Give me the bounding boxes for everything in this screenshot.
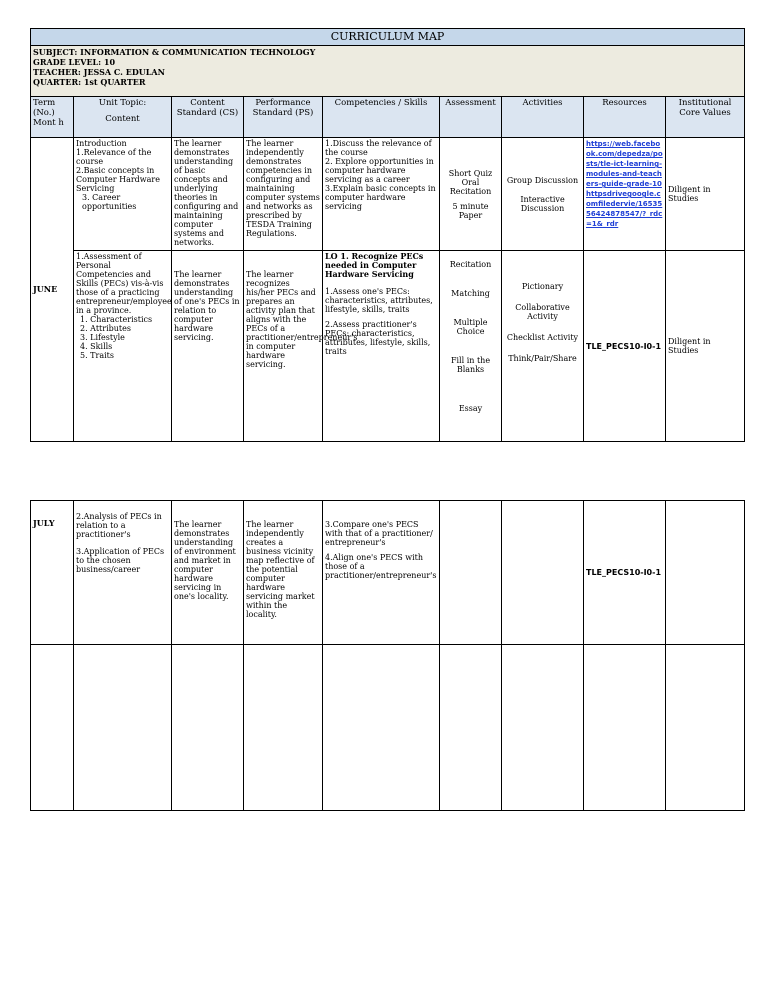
content-intro: 1.Assessment of Personal Competencies and Skills (PECs) vis-à-vis those of a practicing entrepreneur/employee in a province. <box>76 252 172 315</box>
assessment-item: Short Quiz <box>448 168 493 178</box>
activity-item: Group Discussion <box>506 175 579 185</box>
resource-link[interactable]: https://web.facebook.com/depedza/posts/tle-ict-learning-modules-and-teachers-guide-grade-10httpsdrivegoogle.comfiledervie/1653556424878547/?_rdc=1&_rdr <box>586 140 663 228</box>
july-ps <box>244 501 323 645</box>
july-ps-text: The learner independently creates a business vicinity map reflective of the potential computer hardware servicing market within the locality. <box>246 520 315 619</box>
month-july: JULY <box>31 501 74 645</box>
competency-line: 2.Assess practitioner's PECs: characteristics, attributes, lifestyle, skills, traits <box>325 320 431 356</box>
header-activities: Activities <box>502 97 584 138</box>
quarter-line: QUARTER: 1st QUARTER <box>33 77 146 87</box>
june-row1-activities <box>502 138 584 251</box>
table-row <box>31 501 745 645</box>
activity-item: Interactive Discussion <box>520 194 565 213</box>
content-line: 1.Relevance of the course <box>76 148 152 166</box>
month-june: JUNE <box>31 138 74 442</box>
june-row2-ps-text: The learner recognizes his/her PECs and prepares an activity plan that aligns with the PECs of a practitioner/entrepreneur's in computer hardware servicing. <box>246 270 358 369</box>
july-cs <box>172 501 244 645</box>
empty-cell <box>323 645 440 811</box>
june-row1-core-value: Diligent in Studies <box>666 138 745 251</box>
content-line: 2. Attributes <box>80 324 131 333</box>
empty-cell <box>244 645 323 811</box>
june-row2-content <box>74 251 172 442</box>
empty-cell <box>666 645 745 811</box>
july-activities <box>502 501 584 645</box>
june-row2-assessment <box>440 251 502 442</box>
content-line: 2.Analysis of PECs in relation to a practitioner's <box>76 512 162 539</box>
header-assessment: Assessment <box>440 97 502 138</box>
header-competencies: Competencies / Skills <box>323 97 440 138</box>
competency-title: LO 1. Recognize PECs needed in Computer Hardware Servicing <box>325 251 424 279</box>
empty-cell <box>74 645 172 811</box>
content-line: 1. Characteristics <box>80 315 153 324</box>
july-cs-text: The learner demonstrates understanding of environment and market in computer hardware servicing in one's locality. <box>174 520 236 601</box>
content-line: 3.Application of PECs to the chosen business/career <box>76 547 165 574</box>
grade-line: GRADE LEVEL: 10 <box>33 57 116 67</box>
activity-item: Collaborative Activity <box>515 303 570 321</box>
header-performance-standard: Performance Standard (PS) <box>244 97 323 138</box>
curriculum-document <box>30 28 744 811</box>
content-line: 3. Career opportunities <box>82 193 137 211</box>
competency-line: 1.Assess one's PECs: characteristics, attributes, lifestyle, skills, traits <box>325 287 433 314</box>
assessment-item: Essay <box>458 404 483 413</box>
curriculum-table-page1 <box>30 28 745 442</box>
competency-line: 3.Explain basic concepts in computer hardware servicing <box>325 184 436 211</box>
activity-item: Pictionary <box>521 282 564 291</box>
assessment-item: Multiple Choice <box>453 318 488 336</box>
empty-cell <box>172 645 244 811</box>
july-content <box>74 501 172 645</box>
assessment-item: 5 minute Paper <box>452 201 489 220</box>
june-row2-activities <box>502 251 584 442</box>
june-row2-resource-code: TLE_PECS10-I0-1 <box>584 251 666 442</box>
header-content-label: Content <box>105 114 140 124</box>
competency-line: 1.Discuss the relevance of the course <box>325 139 432 157</box>
activity-item: Think/Pair/Share <box>508 354 577 363</box>
competency-line: 4.Align one's PECS with those of a practitioner/entrepreneur's <box>325 553 437 580</box>
june-row1-assessment <box>440 138 502 251</box>
july-competencies <box>323 501 440 645</box>
july-resource-code: TLE_PECS10-I0-1 <box>584 501 666 645</box>
teacher-line: TEACHER: JESSA C. EDULAN <box>33 67 165 77</box>
content-line: 2.Basic concepts in Computer Hardware Servicing <box>76 166 160 193</box>
header-unit-topic-label: Unit Topic: <box>98 98 147 108</box>
june-row2-competencies <box>323 251 440 442</box>
june-row1-ps: The learner independently demonstrates competencies in configuring and maintaining computer systems and networks as prescribed by TESDA Training Regulations. <box>244 138 323 251</box>
document-title: CURRICULUM MAP <box>31 29 745 46</box>
content-line: 3. Lifestyle <box>80 333 125 342</box>
empty-cell <box>31 645 74 811</box>
header-core-values: Institutional Core Values <box>666 97 745 138</box>
content-line: 4. Skills <box>80 342 113 351</box>
june-row2-ps <box>244 251 358 442</box>
content-line: Introduction <box>76 139 127 148</box>
activity-item: Checklist Activity <box>506 333 579 342</box>
document-info <box>31 46 745 97</box>
header-unit-topic <box>74 97 172 138</box>
june-row2-cs-text: The learner demonstrates understanding of one's PECs in relation to computer hardware servicing. <box>174 270 240 342</box>
header-resources: Resources <box>584 97 666 138</box>
subject-line: SUBJECT: INFORMATION & COMMUNICATION TECHNOLOGY <box>33 47 316 57</box>
june-row1-cs: The learner demonstrates understanding of basic concepts and underlying theories in configuring and maintaining computer systems and networks. <box>172 138 244 251</box>
header-term: Term (No.) Mont h <box>31 97 74 138</box>
curriculum-table-page2 <box>30 500 745 811</box>
competency-line: 3.Compare one's PECS with that of a practitioner/ entrepreneur's <box>325 520 433 547</box>
july-core-value <box>666 501 745 645</box>
table-row <box>31 251 745 442</box>
assessment-item: Matching <box>451 289 490 298</box>
june-row1-competencies <box>323 138 440 251</box>
june-row1-content <box>74 138 172 251</box>
empty-cell <box>440 645 502 811</box>
assessment-item: Recitation <box>449 260 492 269</box>
table-row <box>31 645 745 811</box>
empty-cell <box>502 645 584 811</box>
competency-line: 2. Explore opportunities in computer hardware servicing as a career <box>325 157 434 184</box>
table-row <box>31 138 745 251</box>
header-content-standard: Content Standard (CS) <box>172 97 244 138</box>
june-row2-cs <box>172 251 244 442</box>
page-gap <box>30 442 744 500</box>
empty-cell <box>584 645 666 811</box>
content-line: 5. Traits <box>80 351 114 360</box>
assessment-item: Fill in the Blanks <box>450 356 491 374</box>
june-row1-resources <box>584 138 666 251</box>
assessment-item: Oral Recitation <box>449 177 492 196</box>
june-row2-core-value: Diligent in Studies <box>666 251 745 442</box>
july-assessment <box>440 501 502 645</box>
